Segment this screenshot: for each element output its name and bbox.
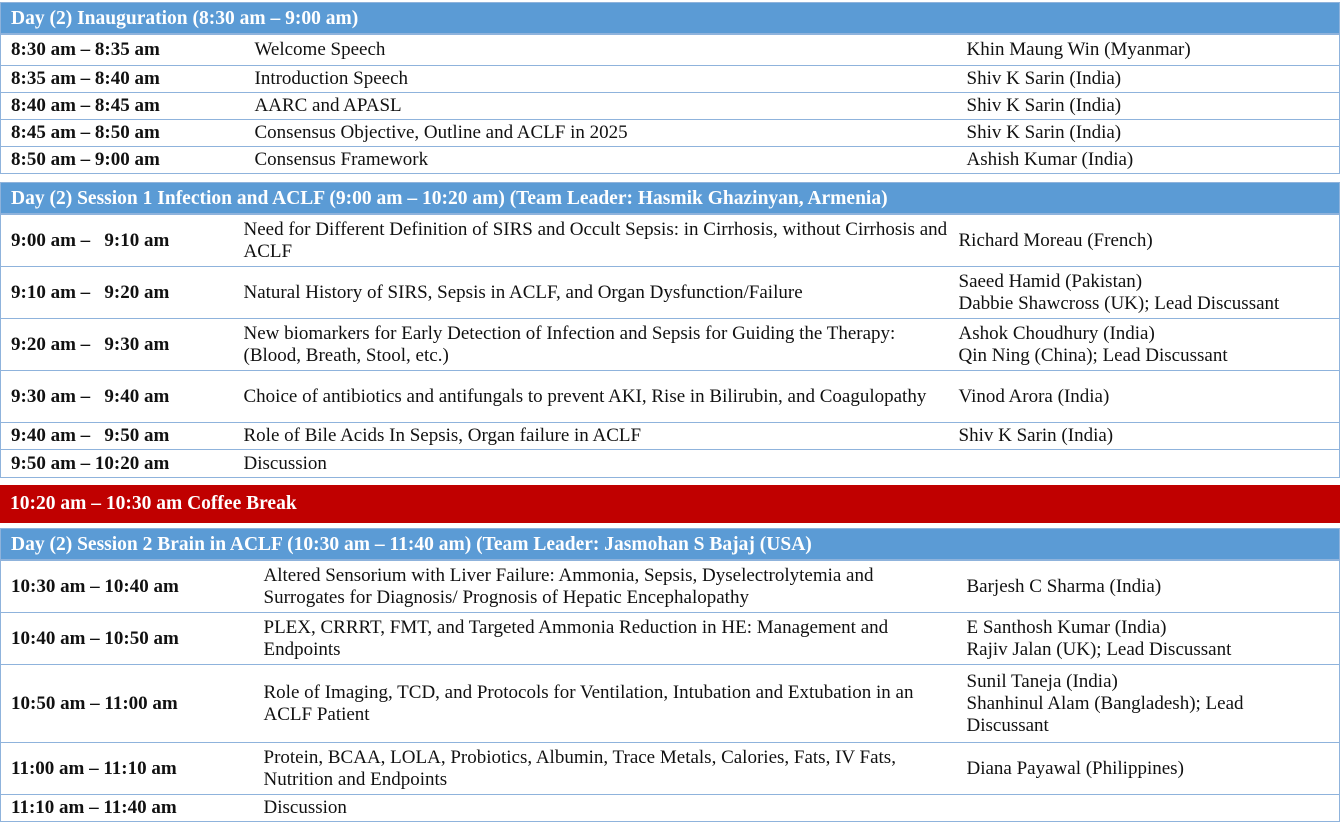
time-slot: 8:35 am – 8:40 am [1,66,245,93]
schedule-row [1,613,1340,665]
time-slot: 9:10 am – 9:20 am [1,267,234,319]
speaker-name: Shiv K Sarin (India) [966,68,1122,89]
time-slot: 10:30 am – 10:40 am [1,561,254,613]
speakers [949,215,1340,267]
schedule-row [1,215,1340,267]
speaker-name: Khin Maung Win (Myanmar) [966,39,1191,60]
topic: Need for Different Definition of SIRS and Occult Sepsis: in Cirrhosis, without Cirrhosis and ACLF [234,215,949,267]
speaker-name: Ashish Kumar (India) [966,149,1134,170]
speakers [957,120,1340,147]
speakers [949,319,1340,371]
speakers [957,743,1340,795]
time-slot: 9:00 am – 9:10 am [1,215,234,267]
schedule-row [1,147,1340,174]
schedule-row [1,665,1340,743]
coffee-break-section [0,485,1340,523]
topic: Welcome Speech [245,35,957,66]
time-slot: 8:30 am – 8:35 am [1,35,245,66]
topic: Protein, BCAA, LOLA, Probiotics, Albumin, Trace Metals, Calories, Fats, IV Fats, Nutrition and Endpoints [254,743,957,795]
topic: AARC and APASL [245,93,957,120]
topic: Consensus Framework [245,147,957,174]
inauguration-header: Day (2) Inauguration (8:30 am – 9:00 am) [0,2,1340,34]
topic: PLEX, CRRRT, FMT, and Targeted Ammonia Reduction in HE: Management and Endpoints [254,613,957,665]
schedule-row [1,120,1340,147]
speaker-name: Ashok Choudhury (India) [958,322,1155,344]
speaker-name: Shanhinul Alam (Bangladesh); Lead Discussant [966,692,1244,736]
speaker-name: Richard Moreau (French) [958,229,1153,251]
schedule-row [1,66,1340,93]
schedule-row [1,423,1340,450]
topic: Role of Bile Acids In Sepsis, Organ failure in ACLF [234,423,949,450]
schedule-row [1,319,1340,371]
schedule-row [1,795,1340,822]
schedule-row [1,93,1340,120]
schedule-row [1,371,1340,423]
topic: Discussion [234,450,949,478]
schedule-row [1,450,1340,478]
speakers [949,267,1340,319]
time-slot: 11:00 am – 11:10 am [1,743,254,795]
schedule-row [1,267,1340,319]
speaker-name: Sunil Taneja (India) [966,670,1118,692]
time-slot: 9:20 am – 9:30 am [1,319,234,371]
topic: Role of Imaging, TCD, and Protocols for Ventilation, Intubation and Extubation in an ACLF Patient [254,665,957,743]
speakers [957,147,1340,174]
time-slot: 10:50 am – 11:00 am [1,665,254,743]
time-slot: 9:50 am – 10:20 am [1,450,234,478]
speaker-name: Barjesh C Sharma (India) [966,575,1162,597]
inauguration-table [0,34,1340,174]
time-slot: 9:40 am – 9:50 am [1,423,234,450]
inauguration-section [0,2,1340,174]
topic: Consensus Objective, Outline and ACLF in 2025 [245,120,957,147]
speakers [957,795,1340,822]
session1-section [0,182,1340,478]
speakers [949,423,1340,450]
speakers [957,93,1340,120]
speaker-name: Vinod Arora (India) [958,385,1110,407]
session2-table [0,560,1340,822]
speaker-name: Rajiv Jalan (UK); Lead Discussant [966,638,1232,660]
speaker-name: Shiv K Sarin (India) [966,95,1122,116]
topic: Introduction Speech [245,66,957,93]
time-slot: 8:45 am – 8:50 am [1,120,245,147]
schedule-row [1,35,1340,66]
session1-table [0,214,1340,478]
session1-header: Day (2) Session 1 Infection and ACLF (9:00 am – 10:20 am) (Team Leader: Hasmik Ghazinyan, Armenia) [0,182,1340,214]
speakers [957,613,1340,665]
schedule-row [1,561,1340,613]
time-slot: 8:40 am – 8:45 am [1,93,245,120]
speaker-name: Shiv K Sarin (India) [958,425,1114,446]
topic: Choice of antibiotics and antifungals to prevent AKI, Rise in Bilirubin, and Coagulopathy [234,371,949,423]
speakers [957,665,1340,743]
speakers [957,561,1340,613]
topic: Natural History of SIRS, Sepsis in ACLF, and Organ Dysfunction/Failure [234,267,949,319]
speaker-name: Saeed Hamid (Pakistan) [958,270,1143,292]
speakers [957,35,1340,66]
session2-header: Day (2) Session 2 Brain in ACLF (10:30 am – 11:40 am) (Team Leader: Jasmohan S Bajaj (USA) [0,528,1340,560]
topic: Discussion [254,795,957,822]
speakers [949,371,1340,423]
coffee-break-banner: 10:20 am – 10:30 am Coffee Break [0,485,1340,523]
topic: Altered Sensorium with Liver Failure: Ammonia, Sepsis, Dyselectrolytemia and Surrogates for Diagnosis/ Prognosis of Hepatic Encephalopathy [254,561,957,613]
speakers [949,450,1340,478]
time-slot: 8:50 am – 9:00 am [1,147,245,174]
time-slot: 9:30 am – 9:40 am [1,371,234,423]
speakers [957,66,1340,93]
time-slot: 11:10 am – 11:40 am [1,795,254,822]
time-slot: 10:40 am – 10:50 am [1,613,254,665]
speaker-name: Shiv K Sarin (India) [966,122,1122,143]
topic: New biomarkers for Early Detection of Infection and Sepsis for Guiding the Therapy: (Blood, Breath, Stool, etc.) [234,319,949,371]
speaker-name: Dabbie Shawcross (UK); Lead Discussant [958,292,1280,314]
speaker-name: Diana Payawal (Philippines) [966,757,1184,779]
session2-section [0,528,1340,822]
speaker-name: E Santhosh Kumar (India) [966,616,1167,638]
schedule-row [1,743,1340,795]
speaker-name: Qin Ning (China); Lead Discussant [958,344,1228,366]
